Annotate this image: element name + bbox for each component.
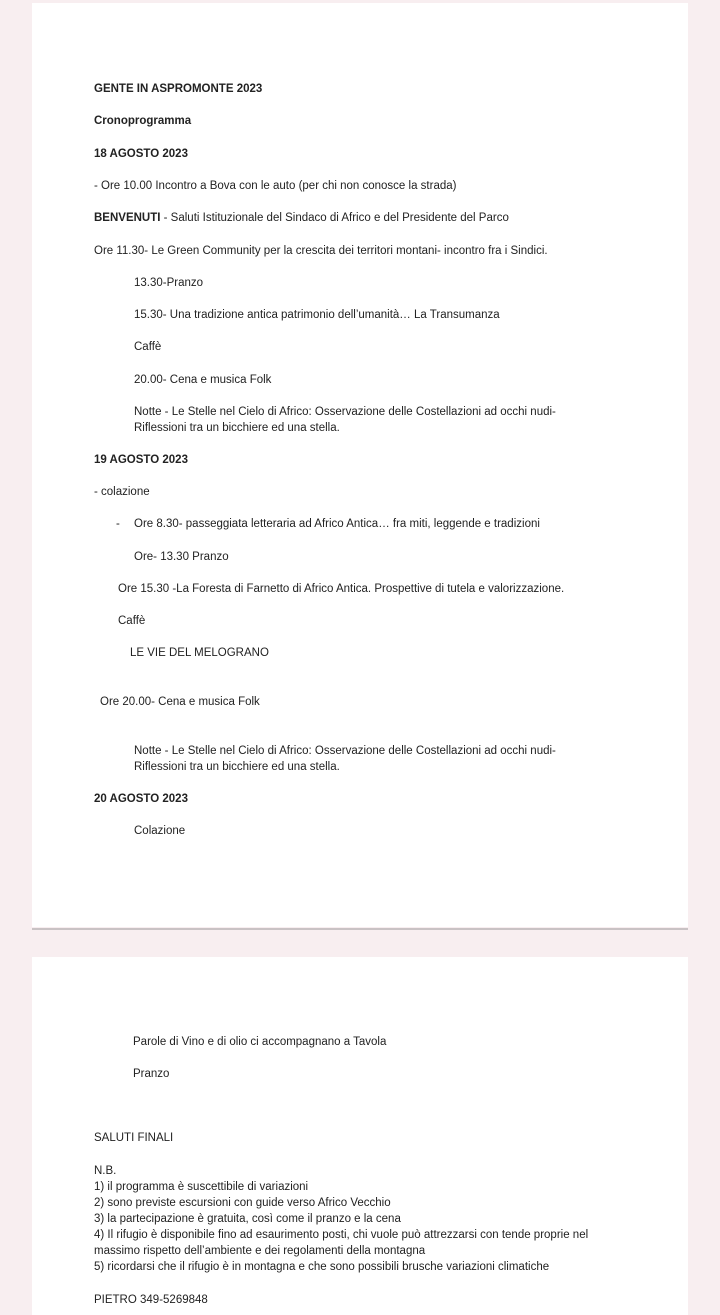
day1-benvenuti: [94, 210, 509, 226]
day1-caffe: Caffè: [134, 341, 162, 353]
day3-heading: 20 AGOSTO 2023: [94, 793, 188, 805]
day2-notte-line1: Notte - Le Stelle nel Cielo di Africo: Osservazione delle Costellazioni ad occhi nudi-: [134, 745, 556, 757]
note-item: 5) ricordarsi che il rifugio è in montagna e che sono possibili brusche variazioni climatiche: [94, 1261, 550, 1273]
note-item: 2) sono previste escursioni con guide verso Africo Vecchio: [94, 1197, 391, 1209]
day2-cena: Ore 20.00- Cena e musica Folk: [100, 696, 260, 708]
page2-pranzo: Pranzo: [133, 1068, 170, 1080]
nb-label: N.B.: [94, 1165, 117, 1177]
note-item: 4) Il rifugio è disponibile fino ad esaurimento posti, chi vuole può attrezzarsi con tende proprie nel: [94, 1229, 589, 1241]
document-title: GENTE IN ASPROMONTE 2023: [94, 83, 263, 95]
document-page-1: [32, 3, 688, 927]
day2-melograno: LE VIE DEL MELOGRANO: [130, 647, 269, 659]
day1-notte-line2: Riflessioni tra un bicchiere ed una stella.: [134, 422, 340, 434]
day1-ore-1000: - Ore 10.00 Incontro a Bova con le auto (per chi non conosce la strada): [94, 180, 457, 192]
day1-transumanza: 15.30- Una tradizione antica patrimonio dell’umanità… La Transumanza: [134, 309, 500, 321]
day2-notte-line2: Riflessioni tra un bicchiere ed una stella.: [134, 761, 340, 773]
day2-caffe: Caffè: [118, 615, 146, 627]
day2-heading: 19 AGOSTO 2023: [94, 454, 188, 466]
note-item: massimo rispetto dell’ambiente e dei regolamenti della montagna: [94, 1245, 426, 1257]
note-item: 1) il programma è suscettibile di variazioni: [94, 1181, 309, 1193]
day2-passeggiata: Ore 8.30- passeggiata letteraria ad Africo Antica… fra miti, leggende e tradizioni: [134, 518, 540, 530]
contact-line: PIETRO 349-5269848: [94, 1294, 208, 1306]
benvenuti-label: BENVENUTI: [94, 212, 161, 224]
day3-colazione: Colazione: [134, 825, 186, 837]
saluti-finali: SALUTI FINALI: [94, 1132, 174, 1144]
benvenuti-text: - Saluti Istituzionale del Sindaco di Africo e del Presidente del Parco: [160, 212, 509, 224]
day1-ore-1130: Ore 11.30- Le Green Community per la crescita dei territori montani- incontro fra i Sindici.: [94, 245, 548, 257]
document-page-2: [32, 957, 688, 1315]
note-item: 3) la partecipazione è gratuita, così come il pranzo e la cena: [94, 1213, 401, 1225]
parole-vino: Parole di Vino e di olio ci accompagnano a Tavola: [133, 1036, 387, 1048]
day2-pranzo: Ore- 13.30 Pranzo: [134, 551, 229, 563]
day2-bullet: -: [116, 518, 120, 530]
day1-pranzo: 13.30-Pranzo: [134, 277, 204, 289]
day1-notte-line1: Notte - Le Stelle nel Cielo di Africo: Osservazione delle Costellazioni ad occhi nudi-: [134, 406, 556, 418]
day1-heading: 18 AGOSTO 2023: [94, 148, 188, 160]
day2-colazione: - colazione: [94, 486, 150, 498]
document-subtitle: Cronoprogramma: [94, 115, 192, 127]
day2-foresta: Ore 15.30 -La Foresta di Farnetto di Africo Antica. Prospettive di tutela e valorizzazione.: [118, 583, 565, 595]
page-divider: [32, 928, 688, 930]
day1-cena: 20.00- Cena e musica Folk: [134, 374, 272, 386]
